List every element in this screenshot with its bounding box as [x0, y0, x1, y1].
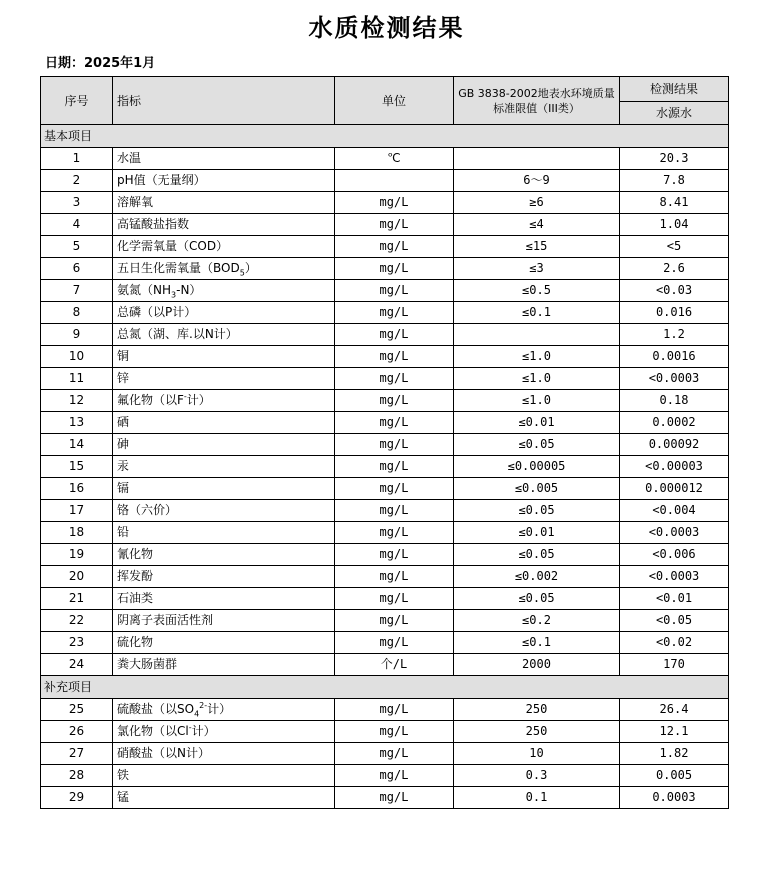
result-value: 7.8 — [620, 170, 729, 192]
section-row — [41, 676, 729, 699]
unit-cell — [335, 170, 454, 192]
indicator-name — [113, 192, 335, 214]
table-row — [41, 368, 729, 390]
unit-cell: mg/L — [335, 434, 454, 456]
table-row — [41, 434, 729, 456]
table-row — [41, 324, 729, 346]
indicator-name — [113, 324, 335, 346]
indicator-text: 石油类 — [117, 591, 154, 605]
indicator-text: pH值（无量纲） — [117, 173, 206, 187]
table-row — [41, 588, 729, 610]
result-value: <0.02 — [620, 632, 729, 654]
standard-limit: ≤0.01 — [454, 412, 620, 434]
unit-cell: mg/L — [335, 566, 454, 588]
indicator-name — [113, 258, 335, 280]
table-row — [41, 148, 729, 170]
result-value: 0.000012 — [620, 478, 729, 500]
result-value: <0.00003 — [620, 456, 729, 478]
standard-limit: ≤0.05 — [454, 500, 620, 522]
result-value: 2.6 — [620, 258, 729, 280]
result-value: <0.05 — [620, 610, 729, 632]
indicator-name — [113, 610, 335, 632]
standard-limit: 0.3 — [454, 765, 620, 787]
table-row — [41, 302, 729, 324]
indicator-text-suffix: -N） — [176, 283, 202, 297]
row-number: 23 — [41, 632, 113, 654]
unit-cell: mg/L — [335, 346, 454, 368]
indicator-text: 铁 — [117, 768, 130, 782]
row-number: 6 — [41, 258, 113, 280]
standard-limit: ≤15 — [454, 236, 620, 258]
indicator-text: 硫化物 — [117, 635, 154, 649]
indicator-name — [113, 148, 335, 170]
standard-limit: 2000 — [454, 654, 620, 676]
section-title: 基本项目 — [41, 125, 729, 148]
indicator-name — [113, 236, 335, 258]
indicator-name — [113, 522, 335, 544]
indicator-name — [113, 721, 335, 743]
result-value: 20.3 — [620, 148, 729, 170]
standard-limit: 10 — [454, 743, 620, 765]
subscript: 4 — [194, 709, 200, 719]
row-number: 8 — [41, 302, 113, 324]
indicator-name — [113, 743, 335, 765]
unit-cell: mg/L — [335, 544, 454, 566]
indicator-name — [113, 478, 335, 500]
table-row — [41, 699, 729, 721]
indicator-name — [113, 588, 335, 610]
result-value: <0.0003 — [620, 368, 729, 390]
standard-limit: ≤0.002 — [454, 566, 620, 588]
result-value: 0.00092 — [620, 434, 729, 456]
row-number: 7 — [41, 280, 113, 302]
standard-limit: 250 — [454, 721, 620, 743]
table-row — [41, 765, 729, 787]
row-number: 9 — [41, 324, 113, 346]
indicator-text: 挥发酚 — [117, 569, 154, 583]
row-number: 17 — [41, 500, 113, 522]
indicator-name — [113, 302, 335, 324]
standard-limit: ≤0.2 — [454, 610, 620, 632]
section-title: 补充项目 — [41, 676, 729, 699]
indicator-text: 总磷（以P计） — [117, 305, 197, 319]
indicator-name — [113, 346, 335, 368]
unit-cell: mg/L — [335, 721, 454, 743]
indicator-text: 化学需氧量（COD） — [117, 239, 229, 253]
unit-cell: mg/L — [335, 765, 454, 787]
result-value: 0.18 — [620, 390, 729, 412]
table-row — [41, 566, 729, 588]
indicator-name — [113, 434, 335, 456]
indicator-text: 汞 — [117, 459, 130, 473]
header-result: 检测结果 — [620, 77, 729, 102]
indicator-name — [113, 456, 335, 478]
row-number: 18 — [41, 522, 113, 544]
indicator-name — [113, 632, 335, 654]
unit-cell: mg/L — [335, 280, 454, 302]
standard-limit: ≤0.00005 — [454, 456, 620, 478]
indicator-text: 硒 — [117, 415, 130, 429]
indicator-name — [113, 368, 335, 390]
result-value: 0.016 — [620, 302, 729, 324]
row-number: 11 — [41, 368, 113, 390]
section-row — [41, 125, 729, 148]
indicator-name — [113, 544, 335, 566]
unit-cell: mg/L — [335, 522, 454, 544]
indicator-name — [113, 765, 335, 787]
unit-cell: mg/L — [335, 588, 454, 610]
standard-limit — [454, 148, 620, 170]
unit-cell: mg/L — [335, 610, 454, 632]
unit-cell: mg/L — [335, 787, 454, 809]
row-number: 22 — [41, 610, 113, 632]
result-value: <0.0003 — [620, 522, 729, 544]
result-value: 0.005 — [620, 765, 729, 787]
row-number: 13 — [41, 412, 113, 434]
indicator-name — [113, 170, 335, 192]
unit-cell: mg/L — [335, 368, 454, 390]
table-row — [41, 390, 729, 412]
table-row — [41, 456, 729, 478]
indicator-text: 砷 — [117, 437, 130, 451]
table-row — [41, 280, 729, 302]
indicator-text: 水温 — [117, 151, 142, 165]
row-number: 12 — [41, 390, 113, 412]
row-number: 29 — [41, 787, 113, 809]
standard-limit: ≤0.05 — [454, 544, 620, 566]
table-row — [41, 346, 729, 368]
header-standard: GB 3838-2002地表水环境质量标准限值（III类） — [454, 77, 620, 125]
indicator-text: 铅 — [117, 525, 130, 539]
row-number: 19 — [41, 544, 113, 566]
table-row — [41, 192, 729, 214]
table-row — [41, 258, 729, 280]
table-row — [41, 478, 729, 500]
indicator-text: 氰化物 — [117, 547, 154, 561]
result-value: 8.41 — [620, 192, 729, 214]
unit-cell: mg/L — [335, 192, 454, 214]
indicator-text: 氨氮（NH — [117, 283, 172, 297]
unit-cell: mg/L — [335, 236, 454, 258]
standard-limit: ≤0.1 — [454, 302, 620, 324]
row-number: 16 — [41, 478, 113, 500]
row-number: 14 — [41, 434, 113, 456]
table-row — [41, 412, 729, 434]
table-row — [41, 544, 729, 566]
unit-cell: mg/L — [335, 412, 454, 434]
row-number: 10 — [41, 346, 113, 368]
subscript: 5 — [239, 268, 245, 278]
row-number: 15 — [41, 456, 113, 478]
standard-limit: ≤0.5 — [454, 280, 620, 302]
unit-cell: ℃ — [335, 148, 454, 170]
water-quality-table — [40, 76, 729, 809]
result-value: <0.01 — [620, 588, 729, 610]
standard-limit: ≥6 — [454, 192, 620, 214]
row-number: 1 — [41, 148, 113, 170]
standard-limit: ≤1.0 — [454, 390, 620, 412]
indicator-text: 氯化物（以Cl — [117, 724, 189, 738]
unit-cell: mg/L — [335, 390, 454, 412]
indicator-text: 阴离子表面活性剂 — [117, 613, 214, 627]
row-number: 5 — [41, 236, 113, 258]
unit-cell: mg/L — [335, 324, 454, 346]
indicator-name — [113, 390, 335, 412]
superscript: 2- — [199, 701, 208, 710]
indicator-text: 锌 — [117, 371, 130, 385]
standard-limit: 250 — [454, 699, 620, 721]
indicator-name — [113, 412, 335, 434]
standard-limit: 0.1 — [454, 787, 620, 809]
row-number: 20 — [41, 566, 113, 588]
result-value: 0.0016 — [620, 346, 729, 368]
indicator-text-suffix: 计） — [191, 724, 216, 738]
result-value: <5 — [620, 236, 729, 258]
table-row — [41, 654, 729, 676]
result-value: 1.2 — [620, 324, 729, 346]
indicator-text: 硫酸盐（以SO — [117, 702, 195, 716]
standard-limit: ≤0.1 — [454, 632, 620, 654]
indicator-text: 溶解氧 — [117, 195, 154, 209]
row-number: 26 — [41, 721, 113, 743]
result-value: <0.03 — [620, 280, 729, 302]
result-value: <0.004 — [620, 500, 729, 522]
indicator-text-suffix: 计） — [207, 702, 232, 716]
standard-limit: ≤4 — [454, 214, 620, 236]
indicator-name — [113, 500, 335, 522]
table-row — [41, 610, 729, 632]
standard-limit: ≤3 — [454, 258, 620, 280]
header-indicator: 指标 — [113, 77, 335, 125]
header-source: 水源水 — [620, 102, 729, 125]
indicator-text: 镉 — [117, 481, 130, 495]
indicator-text: 铜 — [117, 349, 130, 363]
unit-cell: mg/L — [335, 743, 454, 765]
table-row — [41, 632, 729, 654]
row-number: 2 — [41, 170, 113, 192]
standard-limit: ≤1.0 — [454, 368, 620, 390]
table-row — [41, 787, 729, 809]
indicator-name — [113, 787, 335, 809]
unit-cell: mg/L — [335, 456, 454, 478]
unit-cell: mg/L — [335, 258, 454, 280]
result-value: 26.4 — [620, 699, 729, 721]
standard-limit: ≤0.05 — [454, 588, 620, 610]
indicator-name — [113, 699, 335, 721]
unit-cell: mg/L — [335, 632, 454, 654]
superscript: - — [188, 723, 192, 732]
row-number: 27 — [41, 743, 113, 765]
result-value: 170 — [620, 654, 729, 676]
indicator-name — [113, 566, 335, 588]
row-number: 24 — [41, 654, 113, 676]
indicator-name — [113, 214, 335, 236]
standard-limit: ≤0.005 — [454, 478, 620, 500]
table-row — [41, 214, 729, 236]
standard-limit: ≤1.0 — [454, 346, 620, 368]
standard-limit — [454, 324, 620, 346]
row-number: 25 — [41, 699, 113, 721]
unit-cell: mg/L — [335, 302, 454, 324]
result-value: 1.04 — [620, 214, 729, 236]
standard-limit: ≤0.01 — [454, 522, 620, 544]
unit-cell: mg/L — [335, 478, 454, 500]
indicator-text-suffix: 计） — [186, 393, 211, 407]
result-value: <0.0003 — [620, 566, 729, 588]
result-value: 0.0003 — [620, 787, 729, 809]
table-row — [41, 236, 729, 258]
row-number: 3 — [41, 192, 113, 214]
unit-cell: mg/L — [335, 214, 454, 236]
result-value: 12.1 — [620, 721, 729, 743]
table-row — [41, 170, 729, 192]
table-row — [41, 743, 729, 765]
indicator-text: 硝酸盐（以N计） — [117, 746, 210, 760]
indicator-text: 氟化物（以F — [117, 393, 184, 407]
indicator-text: 粪大肠菌群 — [117, 657, 178, 671]
report-date: 日期：2025年1月 — [45, 56, 156, 71]
indicator-text: 五日生化需氧量（BOD — [117, 261, 240, 275]
indicator-name — [113, 280, 335, 302]
result-value: 1.82 — [620, 743, 729, 765]
indicator-text: 锰 — [117, 790, 130, 804]
indicator-text-suffix: ） — [244, 261, 257, 275]
unit-cell: mg/L — [335, 500, 454, 522]
indicator-name — [113, 654, 335, 676]
indicator-text: 高锰酸盐指数 — [117, 217, 190, 231]
page-title: 水质检测结果 — [308, 13, 465, 42]
row-number: 21 — [41, 588, 113, 610]
indicator-text: 总氮（湖、库.以N计） — [117, 327, 238, 341]
superscript: - — [183, 392, 187, 401]
subscript: 3 — [171, 290, 177, 300]
standard-limit: ≤0.05 — [454, 434, 620, 456]
table-row — [41, 500, 729, 522]
header-seq: 序号 — [41, 77, 113, 125]
standard-limit: 6～9 — [454, 170, 620, 192]
indicator-text: 铬（六价） — [117, 503, 178, 517]
header-unit: 单位 — [335, 77, 454, 125]
unit-cell: 个/L — [335, 654, 454, 676]
result-value: 0.0002 — [620, 412, 729, 434]
table-row — [41, 522, 729, 544]
table-row — [41, 721, 729, 743]
result-value: <0.006 — [620, 544, 729, 566]
row-number: 28 — [41, 765, 113, 787]
unit-cell: mg/L — [335, 699, 454, 721]
row-number: 4 — [41, 214, 113, 236]
